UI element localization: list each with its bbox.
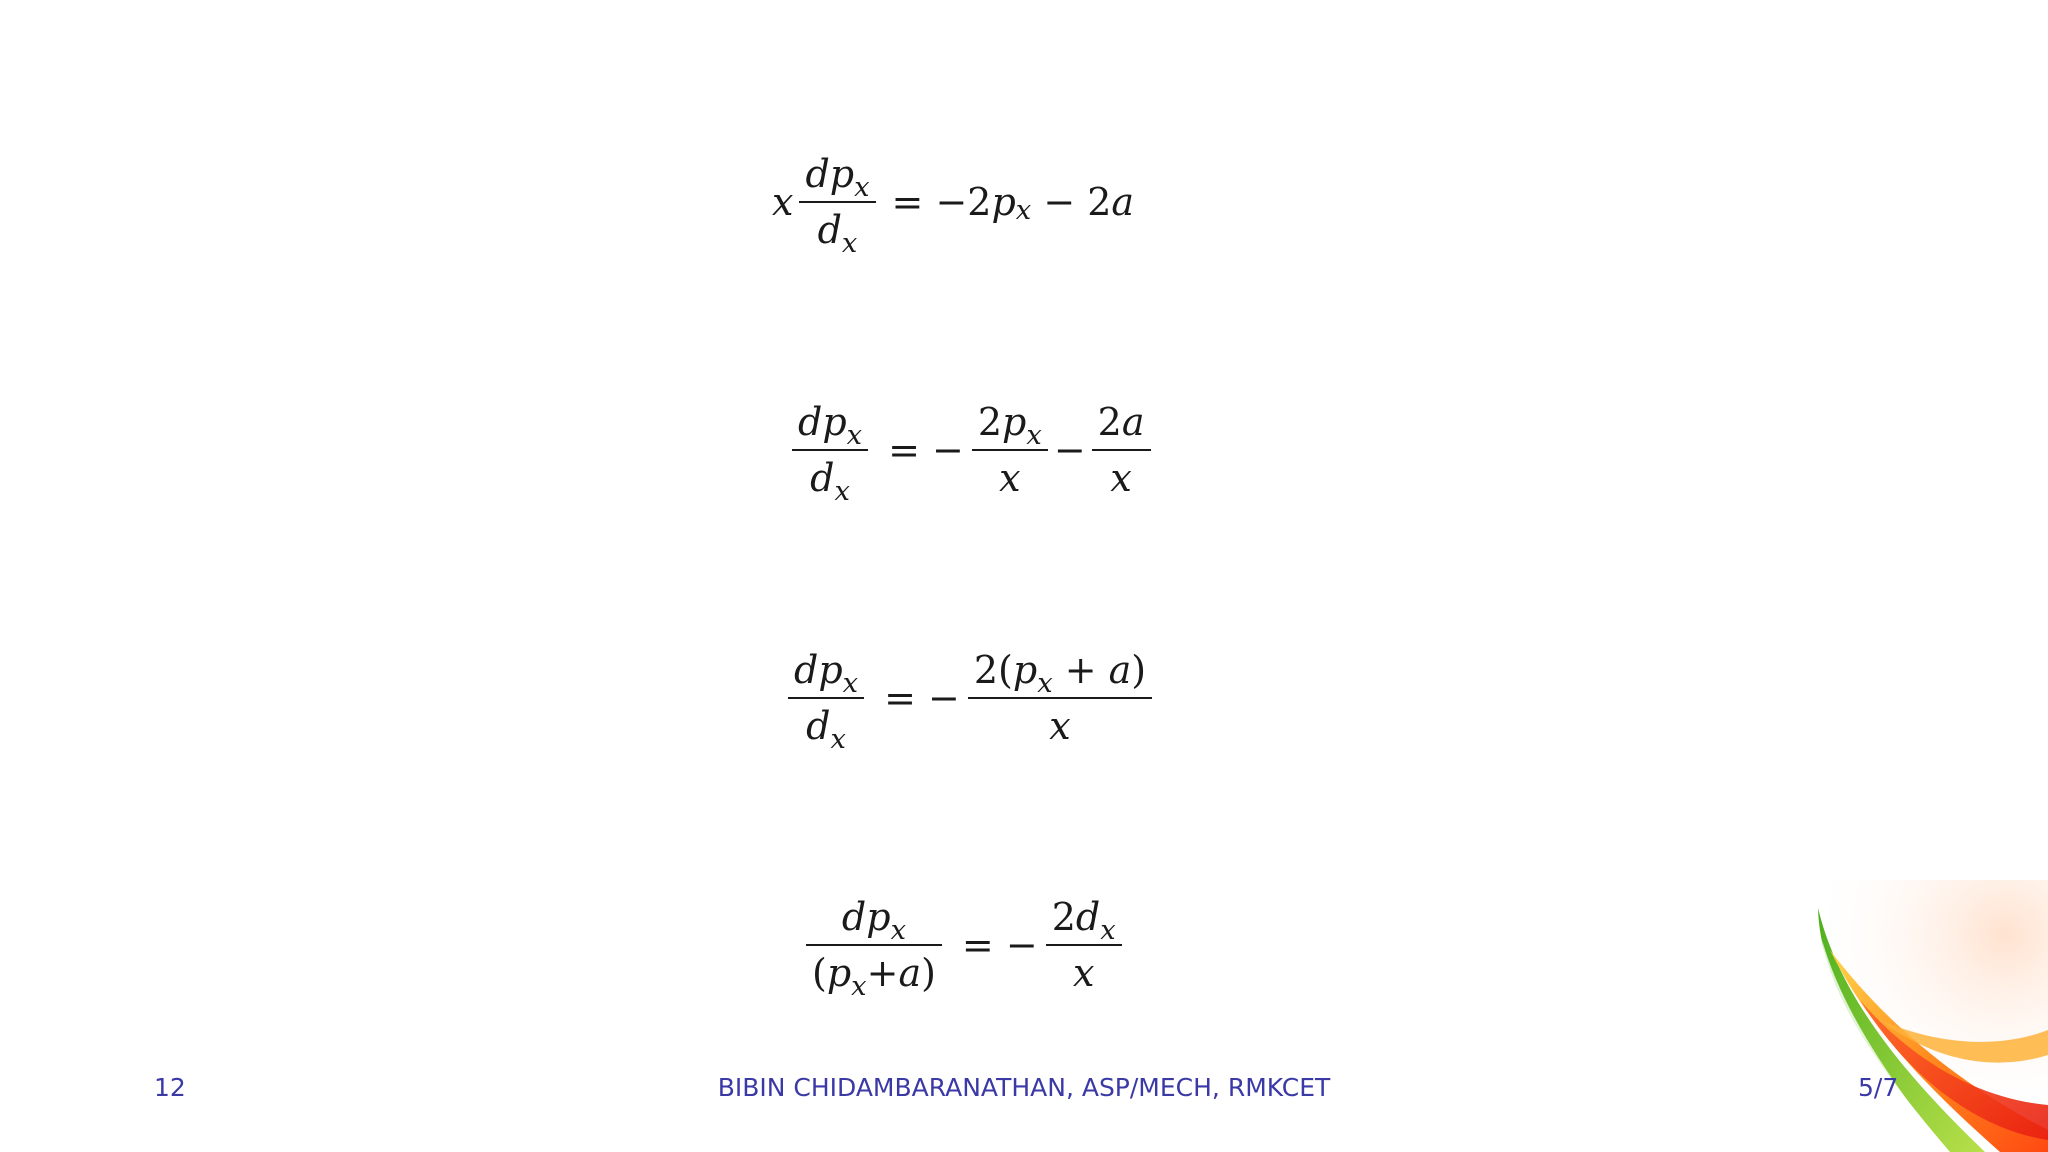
eq3-rhs-fraction: $\frac{2(p_x + a)}{x}$: [968, 651, 1152, 745]
equation-3: $\frac{dp_x}{d_x}$ = − $\frac{2(p_x + a)}{x}$: [782, 651, 1158, 745]
decorative-swoosh-graphic: [1760, 880, 2048, 1152]
equation-4: $\frac{dp_x}{(p_x+a)}$ = − $\frac{2d_x}{x}$: [800, 898, 1128, 992]
eq4-lhs-fraction: $\frac{dp_x}{(p_x+a)}$: [806, 898, 942, 992]
footer-page-number: 12: [154, 1073, 186, 1102]
eq4-rhs-fraction: $\frac{2d_x}{x}$: [1046, 898, 1122, 992]
eq1-lhs-var: x: [772, 180, 794, 224]
eq2-rhs-fraction-2: $\frac{2a}{x}$: [1092, 403, 1151, 497]
footer-slide-count: 5/7: [1858, 1073, 1899, 1102]
equation-2: $\frac{dp_x}{d_x}$ = − $\frac{2p_x}{x}$ − $\frac{2a}{x}$: [786, 403, 1157, 497]
eq1-derivative-fraction: $\frac{dp_x}{d_x}$: [799, 155, 875, 249]
eq2-lhs-fraction: $\frac{dp_x}{d_x}$: [792, 403, 868, 497]
equation-1: x $\frac{dp_x}{d_x}$ = −2 p x − 2 a: [772, 152, 1135, 259]
eq2-rhs-fraction-1: $\frac{2p_x}{x}$: [972, 403, 1048, 497]
footer-author-text: BIBIN CHIDAMBARANATHAN, ASP/MECH, RMKCET: [717, 1073, 1331, 1102]
eq3-lhs-fraction: $\frac{dp_x}{d_x}$: [788, 651, 864, 745]
